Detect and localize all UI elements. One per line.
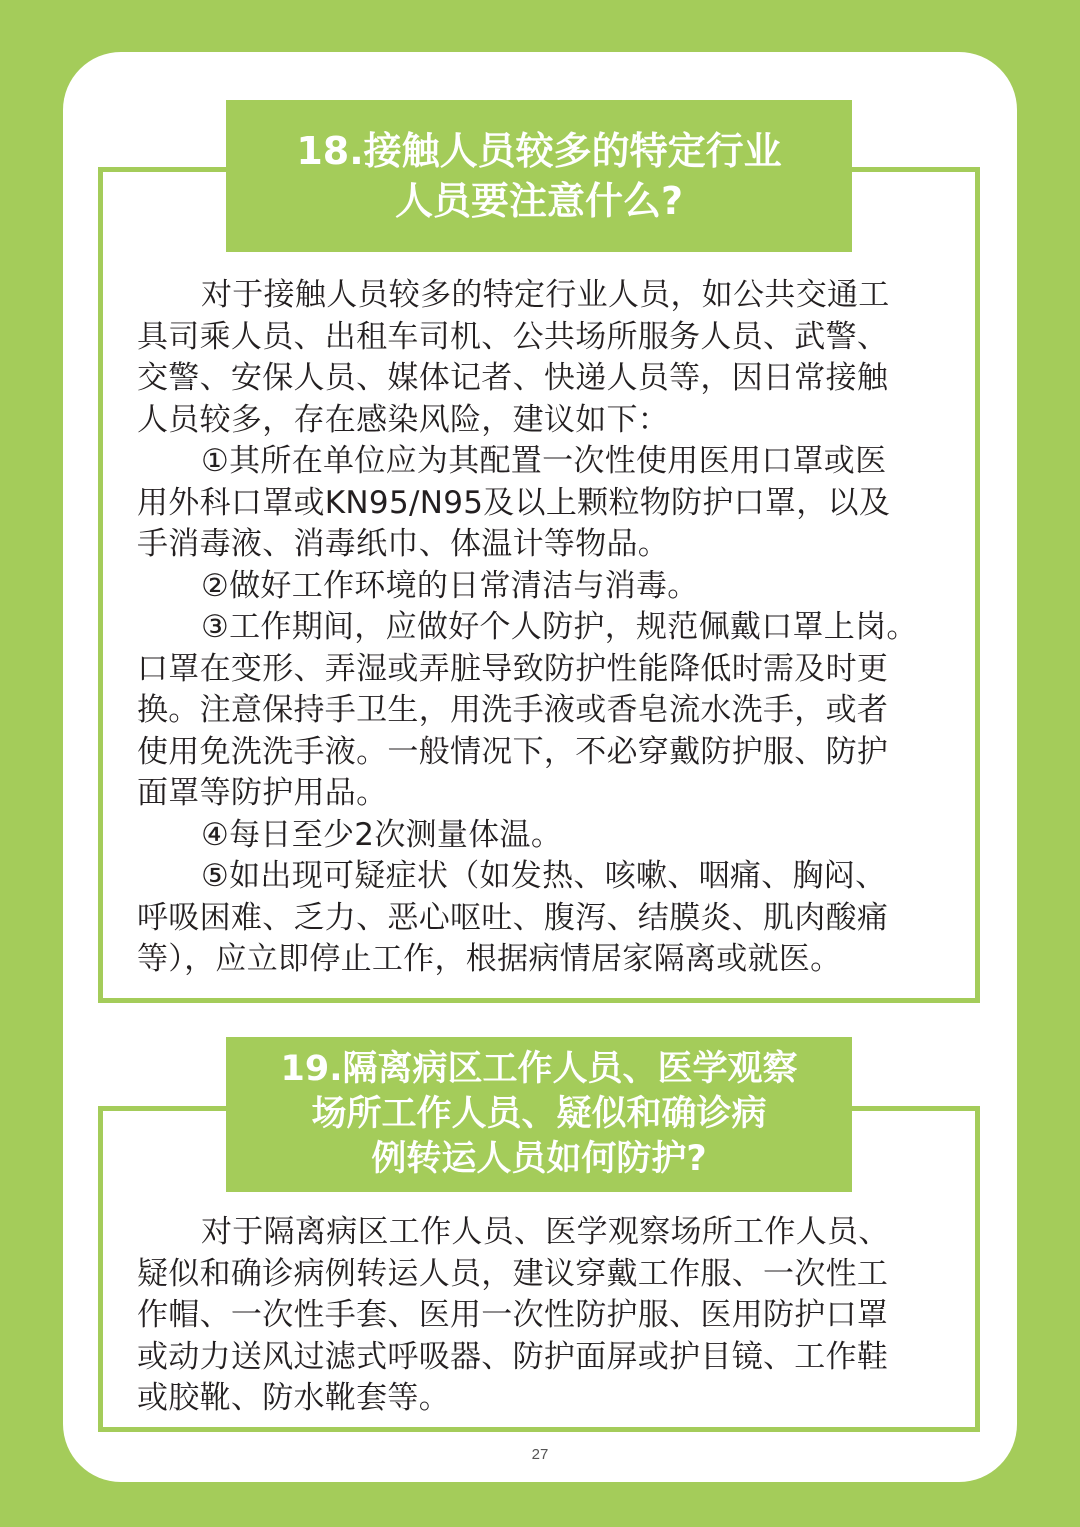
body-line: ③工作期间，应做好个人防护，规范佩戴口罩上岗。 [201, 609, 918, 645]
body-line: 对于接触人员较多的特定行业人员，如公共交通工 [201, 277, 890, 313]
body-line: 具司乘人员、出租车司机、公共场所服务人员、武警、 [137, 318, 889, 355]
body-line: 换。注意保持手卫生，用洗手液或香皂流水洗手，或者 [137, 692, 889, 728]
section-19-title-line: 场所工作人员、疑似和确诊病 [311, 1094, 767, 1134]
section-19-title [226, 1037, 852, 1192]
section-18-body [137, 275, 952, 981]
page-number: 27 [531, 1446, 549, 1463]
section-19-body [137, 1212, 952, 1420]
section-18-title [226, 100, 852, 252]
body-line: ①其所在单位应为其配置一次性使用医用口罩或医 [201, 443, 887, 479]
section-19-title-line: 例转运人员如何防护? [371, 1139, 707, 1179]
body-line: 面罩等防护用品。 [137, 775, 388, 811]
body-line: 疑似和确诊病例转运人员，建议穿戴工作服、一次性工 [137, 1255, 889, 1292]
body-line: 使用免洗洗手液。一般情况下，不必穿戴防护服、防护 [137, 733, 889, 770]
section-19-title-line: 19.隔离病区工作人员、医学观察 [280, 1049, 798, 1089]
body-line: 口罩在变形、弄湿或弄脏导致防护性能降低时需及时更 [137, 650, 889, 687]
body-line: 或动力送风过滤式呼吸器、防护面屏或护目镜、工作鞋 [137, 1338, 889, 1375]
body-line: 呼吸困难、乏力、恶心呕吐、腹泻、结膜炎、肌肉酸痛 [137, 899, 889, 936]
body-line: 用外科口罩或KN95/N95及以上颗粒物防护口罩，以及 [137, 484, 891, 521]
body-line: 手消毒液、消毒纸巾、体温计等物品。 [137, 526, 670, 562]
section-18-title-line: 人员要注意什么? [394, 179, 684, 223]
body-line: 等），应立即停止工作，根据病情居家隔离或就医。 [137, 941, 842, 977]
body-line: 人员较多，存在感染风险，建议如下： [137, 401, 670, 438]
body-line: 对于隔离病区工作人员、医学观察场所工作人员、 [201, 1214, 890, 1250]
body-line: 作帽、一次性手套、医用一次性防护服、医用防护口罩 [137, 1297, 889, 1333]
body-line: ②做好工作环境的日常清洁与消毒。 [201, 567, 699, 604]
body-line: 交警、安保人员、媒体记者、快递人员等，因日常接触 [137, 360, 889, 396]
section-18-title-line: 18.接触人员较多的特定行业 [296, 129, 782, 173]
body-line: ④每日至少2次测量体温。 [201, 816, 563, 853]
body-line: ⑤如出现可疑症状（如发热、咳嗽、咽痛、胸闷、 [201, 858, 887, 894]
body-line: 或胶靴、防水靴套等。 [137, 1380, 450, 1416]
